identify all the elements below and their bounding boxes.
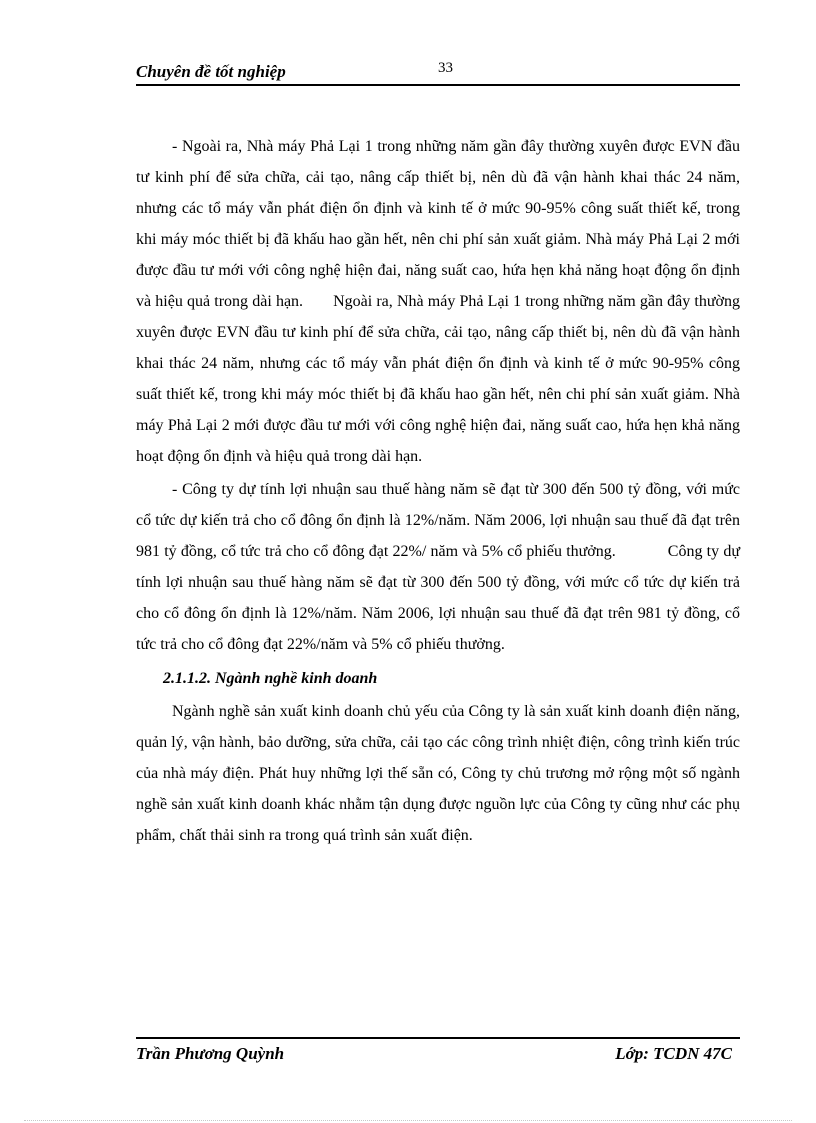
footer-divider [136, 1037, 740, 1039]
page-number: 33 [438, 60, 453, 76]
footer-author: Trần Phương Quỳnh [136, 1044, 285, 1063]
paragraph-business-lines: Ngành nghề sản xuất kinh doanh chủ yếu của Công ty là sản xuất kinh doanh điện năng, quản lý, vận hành, bảo dưỡng, sửa chữa, cải tạo các công trình nhiệt điện, công trình kiến trúc của nhà máy điện. Phát huy những lợi thế sẵn có, Công ty chủ trương mở rộng một số ngành nghề sản xuất kinh doanh khác nhằm tận dụng được nguồn lực của Công ty cũng như các phụ phẩm, chất thải sinh ra trong quá trình sản xuất điện. [136, 703, 740, 844]
footer-class: Lớp: TCDN 47C [615, 1044, 732, 1063]
paragraph-text: - Công ty dự tính lợi nhuận sau thuế hàng năm sẽ đạt từ 300 đến 500 tỷ đồng, với mức cổ tức dự kiến trả cho cổ đông ổn định là 12%/năm. Năm 2006, lợi nhuận sau thuế đã đạt trên 981 tỷ đồng, cổ tức trả cho cổ đông đạt 22%/ năm và 5% cổ phiếu thưởng. [136, 481, 740, 560]
paragraph-text-repeat: Ngoài ra, Nhà máy Phả Lại 1 trong những năm gần đây thường xuyên được EVN đầu tư kinh phí để sửa chữa, cải tạo, nâng cấp thiết bị, nên dù đã vận hành khai thác 24 năm, nhưng các tổ máy vẫn phát điện ổn định và kinh tế ở mức 90-95% công suất thiết kế, trong khi máy móc thiết bị đã khấu hao gần hết, nên chi phí sản xuất giảm. Nhà máy Phả Lại 2 mới được đầu tư mới với công nghệ hiện đai, năng suất cao, hứa hẹn khả năng hoạt động ổn định và hiệu quả trong dài hạn. [136, 293, 741, 465]
paragraph-text: - Ngoài ra, Nhà máy Phả Lại 1 trong những năm gần đây thường xuyên được EVN đầu tư kinh phí để sửa chữa, cải tạo, nâng cấp thiết bị, nên dù đã vận hành khai thác 24 năm, nhưng các tổ máy vẫn phát điện ổn định và kinh tế ở mức 90-95% công suất thiết kế, trong khi máy móc thiết bị đã khấu hao gần hết, nên chi phí sản xuất giảm. Nhà máy Phả Lại 2 mới được đầu tư mới với công nghệ hiện đai, năng suất cao, hứa hẹn khả năng hoạt động ổn định và hiệu quả trong dài hạn. [136, 138, 740, 310]
paragraph-other-info [136, 131, 740, 472]
page-header [136, 58, 740, 84]
header-title: Chuyên đề tốt nghiệp [136, 62, 286, 81]
paragraph-text-repeat: Công ty dự tính lợi nhuận sau thuế hàng năm sẽ đạt từ 300 đến 500 tỷ đồng, với mức cổ tức dự kiến trả cho cổ đông ổn định là 12%/năm. Năm 2006, lợi nhuận sau thuế đã đạt trên 981 tỷ đồng, cổ tức trả cho cổ đông đạt 22%/năm và 5% cổ phiếu thưởng. [136, 543, 740, 653]
document-body [136, 131, 740, 851]
section-heading: 2.1.1.2. Ngành nghề kinh doanh [163, 670, 378, 687]
header-divider [136, 84, 740, 86]
page-bottom-border [24, 1120, 792, 1121]
paragraph-profit-forecast [136, 474, 740, 660]
